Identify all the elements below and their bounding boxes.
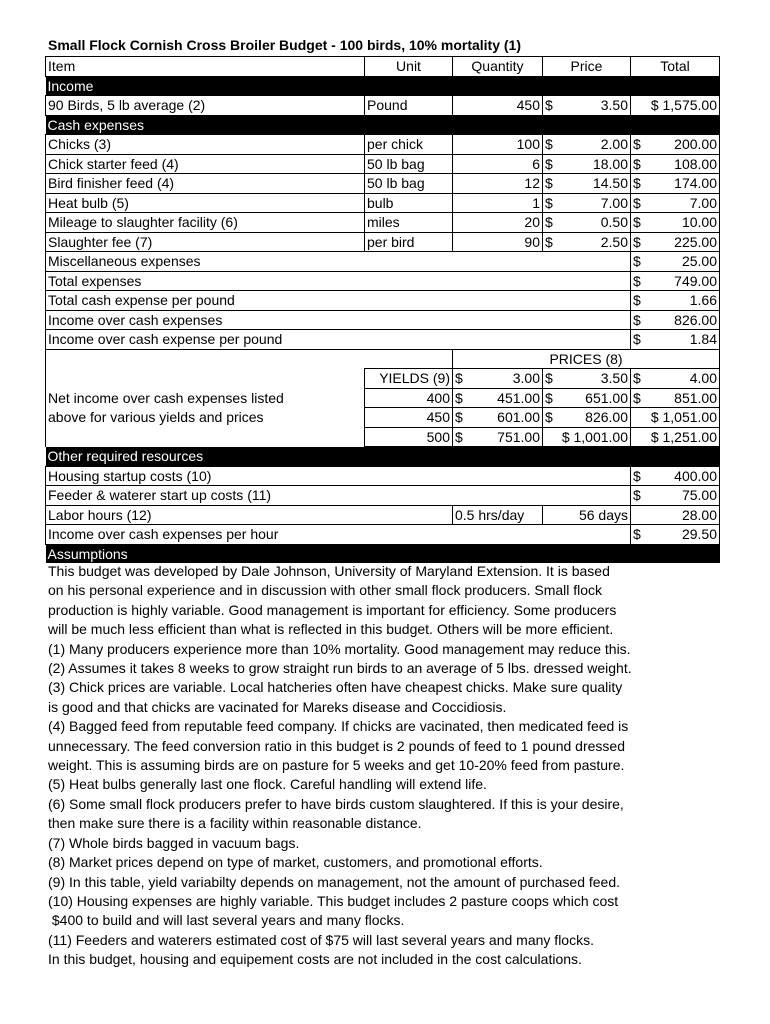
currency-sign: $ xyxy=(455,389,463,406)
resource-row xyxy=(46,525,720,545)
currency-sign: $ xyxy=(545,389,553,406)
resource-item: Feeder & waterer start up costs (11) xyxy=(46,486,631,506)
yields-header: YIELDS (9) xyxy=(365,369,453,389)
resource-total: 400.00 xyxy=(674,467,717,484)
section-other-label: Other required resources xyxy=(46,447,720,467)
expense-qty: 1 xyxy=(453,193,543,213)
net-value: $ 1,001.00 xyxy=(543,427,631,447)
expense-unit: 50 lb bag xyxy=(365,174,453,194)
expense-total: 108.00 xyxy=(674,155,717,172)
income-row xyxy=(46,96,720,116)
currency-sign: $ xyxy=(633,331,641,348)
note-line: This budget was developed by Dale Johnson, University of Maryland Extension. It is based xyxy=(48,563,610,579)
note-line: In this budget, housing and equipement costs are not included in the cost calculations. xyxy=(48,951,582,968)
currency-sign: $ xyxy=(545,214,553,231)
note-line: (3) Chick prices are variable. Local hatcheries often have cheapest chicks. Make sure quality xyxy=(48,679,623,696)
page-title: Small Flock Cornish Cross Broiler Budget - 100 birds, 10% mortality (1) xyxy=(48,37,522,53)
summary-item: Income over cash expense per pound xyxy=(46,330,631,350)
summary-row xyxy=(46,310,720,330)
currency-sign: $ xyxy=(633,467,641,484)
currency-sign: $ xyxy=(633,272,641,289)
summary-item: Total expenses xyxy=(46,271,631,291)
yield-value: 500 xyxy=(365,427,453,447)
currency-sign: $ xyxy=(633,370,641,387)
prices-header-row xyxy=(46,349,720,369)
income-unit: Pound xyxy=(365,96,453,116)
note-line: (11) Feeders and waterers estimated cost of $75 will last several years and many flocks. xyxy=(48,931,594,948)
budget-table xyxy=(45,56,720,563)
summary-row xyxy=(46,330,720,350)
note-line: will be much less efficient than what is reflected in this budget. Others will be more efficient. xyxy=(48,621,614,638)
note-line: (6) Some small flock producers prefer to have birds custom slaughtered. If this is your desire, xyxy=(48,795,624,812)
summary-row xyxy=(46,291,720,311)
header-quantity: Quantity xyxy=(453,57,543,77)
resource-total: 75.00 xyxy=(681,487,717,504)
expense-item: Mileage to slaughter facility (6) xyxy=(46,213,365,233)
summary-total: 1.84 xyxy=(689,331,717,348)
labor-item: Labor hours (12) xyxy=(46,505,453,525)
note-line: (10) Housing expenses are highly variable. This budget includes 2 pasture coops which cost xyxy=(48,892,619,909)
expense-item: Chicks (3) xyxy=(46,135,365,155)
net-value: $ 1,251.00 xyxy=(631,427,720,447)
currency-sign: $ xyxy=(545,155,553,172)
summary-item: Total cash expense per pound xyxy=(46,291,631,311)
section-cash-expenses xyxy=(46,115,720,135)
note-line: on his personal experience and in discussion with other small flock producers. Small flock xyxy=(48,582,603,599)
currency-sign: $ xyxy=(545,409,553,426)
expense-price: 2.50 xyxy=(600,233,628,250)
currency-sign: $ xyxy=(545,233,553,250)
net-value: 451.00 xyxy=(497,389,540,406)
currency-sign: $ xyxy=(633,292,641,309)
note-line: is good and that chicks are vacinated for Mareks disease and Coccidiosis. xyxy=(48,698,507,715)
assumptions-notes xyxy=(48,562,738,970)
note-line: then make sure there is a facility within reasonable distance. xyxy=(48,815,422,832)
note-line: (8) Market prices depend on type of market, customers, and promotional efforts. xyxy=(48,854,543,871)
currency-sign: $ xyxy=(545,136,553,153)
labor-days: 56 days xyxy=(543,505,631,525)
price-level: 3.00 xyxy=(512,370,540,387)
income-total: $ 1,575.00 xyxy=(631,96,720,116)
income-item: 90 Birds, 5 lb average (2) xyxy=(46,96,365,116)
header-row xyxy=(46,57,720,77)
section-assumptions xyxy=(46,544,720,563)
expense-total: 174.00 xyxy=(674,175,717,192)
net-value: 826.00 xyxy=(585,409,628,426)
currency-sign: $ xyxy=(633,214,641,231)
expense-total: 7.00 xyxy=(689,194,717,211)
section-other-resources xyxy=(46,447,720,467)
yield-value: 450 xyxy=(365,408,453,428)
net-value: 751.00 xyxy=(497,428,540,445)
summary-total: 1.66 xyxy=(689,292,717,309)
labor-row xyxy=(46,505,720,525)
expense-qty: 100 xyxy=(453,135,543,155)
expense-qty: 90 xyxy=(453,232,543,252)
expense-unit: miles xyxy=(365,213,453,233)
note-line: (1) Many producers experience more than 10% mortality. Good management may reduce this. xyxy=(48,640,631,657)
expense-row xyxy=(46,232,720,252)
expense-price: 7.00 xyxy=(600,194,628,211)
currency-sign: $ xyxy=(455,428,463,445)
currency-sign: $ xyxy=(633,526,641,543)
expense-unit: bulb xyxy=(365,193,453,213)
expense-item: Bird finisher feed (4) xyxy=(46,174,365,194)
labor-total: 28.00 xyxy=(631,505,720,525)
price-level: 4.00 xyxy=(689,370,717,387)
net-value: 651.00 xyxy=(585,389,628,406)
note-line: unnecessary. The feed conversion ratio in this budget is 2 pounds of feed to 1 pound dressed xyxy=(48,737,625,754)
expense-item: Heat bulb (5) xyxy=(46,193,365,213)
expense-qty: 12 xyxy=(453,174,543,194)
expense-row xyxy=(46,193,720,213)
currency-sign: $ xyxy=(633,233,641,250)
currency-sign: $ xyxy=(455,370,463,387)
expense-total: 225.00 xyxy=(674,233,717,250)
note-line: (7) Whole birds bagged in vacuum bags. xyxy=(48,834,300,851)
net-value: 601.00 xyxy=(497,409,540,426)
currency-sign: $ xyxy=(633,136,641,153)
resource-total: 29.50 xyxy=(681,526,717,543)
expense-unit: per bird xyxy=(365,232,453,252)
net-income-label xyxy=(46,349,365,447)
expense-qty: 6 xyxy=(453,154,543,174)
note-line: weight. This is assuming birds are on pasture for 5 weeks and get 10-20% feed from pasture. xyxy=(48,757,625,774)
expense-row xyxy=(46,174,720,194)
expense-qty: 20 xyxy=(453,213,543,233)
summary-total: 749.00 xyxy=(674,272,717,289)
note-line: (4) Bagged feed from reputable feed company. If chicks are vacinated, then medicated feed is xyxy=(48,718,629,735)
section-assumptions-label: Assumptions xyxy=(46,544,720,563)
expense-unit: 50 lb bag xyxy=(365,154,453,174)
section-cash-label: Cash expenses xyxy=(46,115,720,135)
net-income-label-line: Net income over cash expenses listed xyxy=(48,390,284,406)
resource-item: Income over cash expenses per hour xyxy=(46,525,631,545)
header-price: Price xyxy=(543,57,631,77)
income-price: 3.50 xyxy=(600,97,628,114)
expense-row xyxy=(46,154,720,174)
header-unit: Unit xyxy=(365,57,453,77)
note-line: $400 to build and will last several years and many flocks. xyxy=(48,912,405,929)
labor-rate: 0.5 hrs/day xyxy=(453,505,543,525)
expense-total: 200.00 xyxy=(674,136,717,153)
yield-value: 400 xyxy=(365,388,453,408)
expense-price: 14.50 xyxy=(592,175,628,192)
currency-sign: $ xyxy=(633,487,641,504)
currency-sign: $ xyxy=(545,194,553,211)
resource-item: Housing startup costs (10) xyxy=(46,466,631,486)
note-line: (5) Heat bulbs generally last one flock. Careful handling will extend life. xyxy=(48,776,487,793)
income-qty: 450 xyxy=(453,96,543,116)
currency-sign: $ xyxy=(545,175,553,192)
net-income-label-line: above for various yields and prices xyxy=(48,409,264,425)
expense-unit: per chick xyxy=(365,135,453,155)
header-item: Item xyxy=(46,57,365,77)
summary-item: Income over cash expenses xyxy=(46,310,631,330)
expense-row xyxy=(46,135,720,155)
summary-total: 25.00 xyxy=(681,253,717,270)
expense-row xyxy=(46,213,720,233)
currency-sign: $ xyxy=(633,194,641,211)
resource-row xyxy=(46,466,720,486)
section-income xyxy=(46,76,720,96)
price-level: 3.50 xyxy=(600,370,628,387)
prices-header: PRICES (8) xyxy=(453,349,720,369)
expense-price: 0.50 xyxy=(600,214,628,231)
expense-total: 10.00 xyxy=(681,214,717,231)
currency-sign: $ xyxy=(633,155,641,172)
currency-sign: $ xyxy=(545,97,553,114)
currency-sign: $ xyxy=(633,175,641,192)
expense-price: 2.00 xyxy=(600,136,628,153)
net-value: 851.00 xyxy=(674,389,717,406)
section-income-label: Income xyxy=(46,76,720,96)
expense-item: Slaughter fee (7) xyxy=(46,232,365,252)
note-line: (2) Assumes it takes 8 weeks to grow straight run birds to an average of 5 lbs. dressed weight. xyxy=(48,660,632,677)
expense-price: 18.00 xyxy=(592,155,628,172)
summary-row xyxy=(46,271,720,291)
currency-sign: $ xyxy=(633,389,641,406)
currency-sign: $ xyxy=(455,409,463,426)
summary-item: Miscellaneous expenses xyxy=(46,252,631,272)
resource-row xyxy=(46,486,720,506)
summary-row xyxy=(46,252,720,272)
currency-sign: $ xyxy=(633,311,641,328)
currency-sign: $ xyxy=(633,253,641,270)
note-line: production is highly variable. Good management is important for efficiency. Some producers xyxy=(48,601,617,618)
header-total: Total xyxy=(631,57,720,77)
expense-item: Chick starter feed (4) xyxy=(46,154,365,174)
net-value: $ 1,051.00 xyxy=(631,408,720,428)
note-line: (9) In this table, yield variabilty depends on management, not the amount of purchased feed. xyxy=(48,873,621,890)
summary-total: 826.00 xyxy=(674,311,717,328)
currency-sign: $ xyxy=(545,370,553,387)
